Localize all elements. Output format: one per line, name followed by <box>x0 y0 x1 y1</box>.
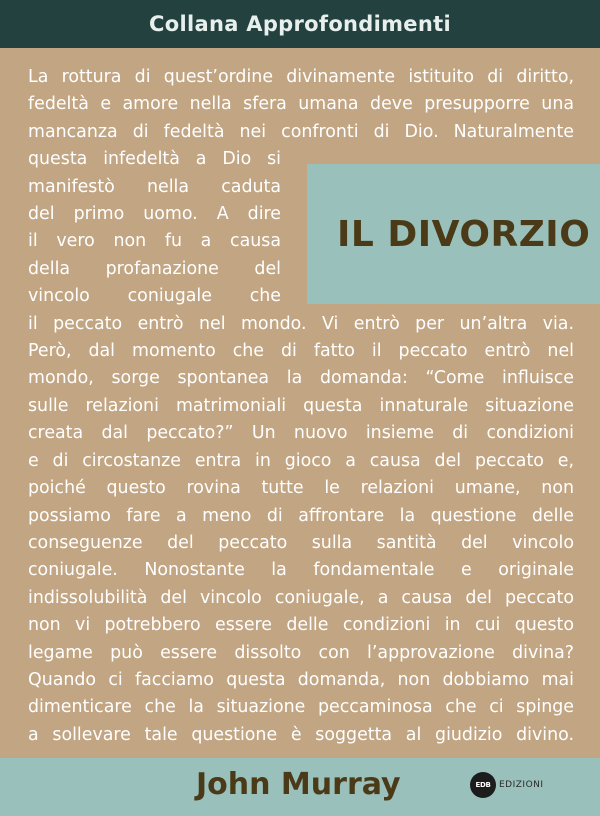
author-banner <box>0 758 600 816</box>
excerpt-line: creata dal peccato?” Un nuovo insieme di condizioni <box>28 423 574 444</box>
book-title: IL DIVORZIO <box>337 213 591 255</box>
excerpt-line: La rottura di quest’ordine divinamente istituito di diritto, <box>28 67 574 87</box>
excerpt-line: il vero non fu a causa <box>28 231 281 252</box>
excerpt-line: mancanza di fedeltà nei confronti di Dio. Naturalmente <box>28 121 574 142</box>
excerpt-line: fedeltà e amore nella sfera umana deve presupporre una <box>28 94 574 115</box>
excerpt-line: a sollevare tale questione è soggetta al giudizio divino. <box>28 724 574 745</box>
publisher-mark <box>470 772 544 798</box>
series-banner <box>0 0 600 48</box>
excerpt-line: e di circostanze entra in gioco a causa del peccato e, <box>28 450 574 471</box>
excerpt-line: della profanazione del <box>28 258 281 279</box>
excerpt-line: vincolo coniugale che <box>28 286 281 307</box>
excerpt-line: poiché questo rovina tutte le relazioni umane, non <box>28 478 574 499</box>
excerpt-line: mondo, sorge spontanea la domanda: “Come influisce <box>28 368 574 389</box>
publisher-logo-text: EDB <box>475 781 491 789</box>
excerpt-line: dimenticare che la situazione peccaminosa che ci spinge <box>28 697 574 718</box>
excerpt-line: legame può essere dissolto con l’approvazione divina? <box>28 642 574 663</box>
publisher-logo-icon <box>470 772 496 798</box>
title-panel <box>307 164 600 304</box>
excerpt-line: non vi potrebbero essere delle condizioni in cui questo <box>28 615 574 636</box>
author-name: John Murray <box>196 767 401 802</box>
excerpt-line: conseguenze del peccato sulla santità del vincolo <box>28 532 574 553</box>
excerpt-line: Però, dal momento che di fatto il peccato entrò nel <box>28 341 574 362</box>
excerpt-line: del primo uomo. A dire <box>28 204 281 225</box>
excerpt-line: possiamo fare a meno di affrontare la questione delle <box>28 505 574 526</box>
excerpt-line: sulle relazioni matrimoniali questa innaturale situazione <box>28 395 574 416</box>
publisher-name: EDIZIONI <box>499 780 544 790</box>
series-title: Collana Approfondimenti <box>149 12 451 36</box>
excerpt-line: il peccato entrò nel mondo. Vi entrò per un’altra via. <box>28 313 574 334</box>
excerpt-line: Quando ci facciamo questa domanda, non dobbiamo mai <box>28 669 574 690</box>
excerpt-line: questa infedeltà a Dio si <box>28 149 281 170</box>
excerpt-line: indissolubilità del vincolo coniugale, a causa del peccato <box>28 587 574 608</box>
excerpt-line: manifestò nella caduta <box>28 176 281 197</box>
excerpt-line: coniugale. Nonostante la fondamentale e originale <box>28 560 574 581</box>
